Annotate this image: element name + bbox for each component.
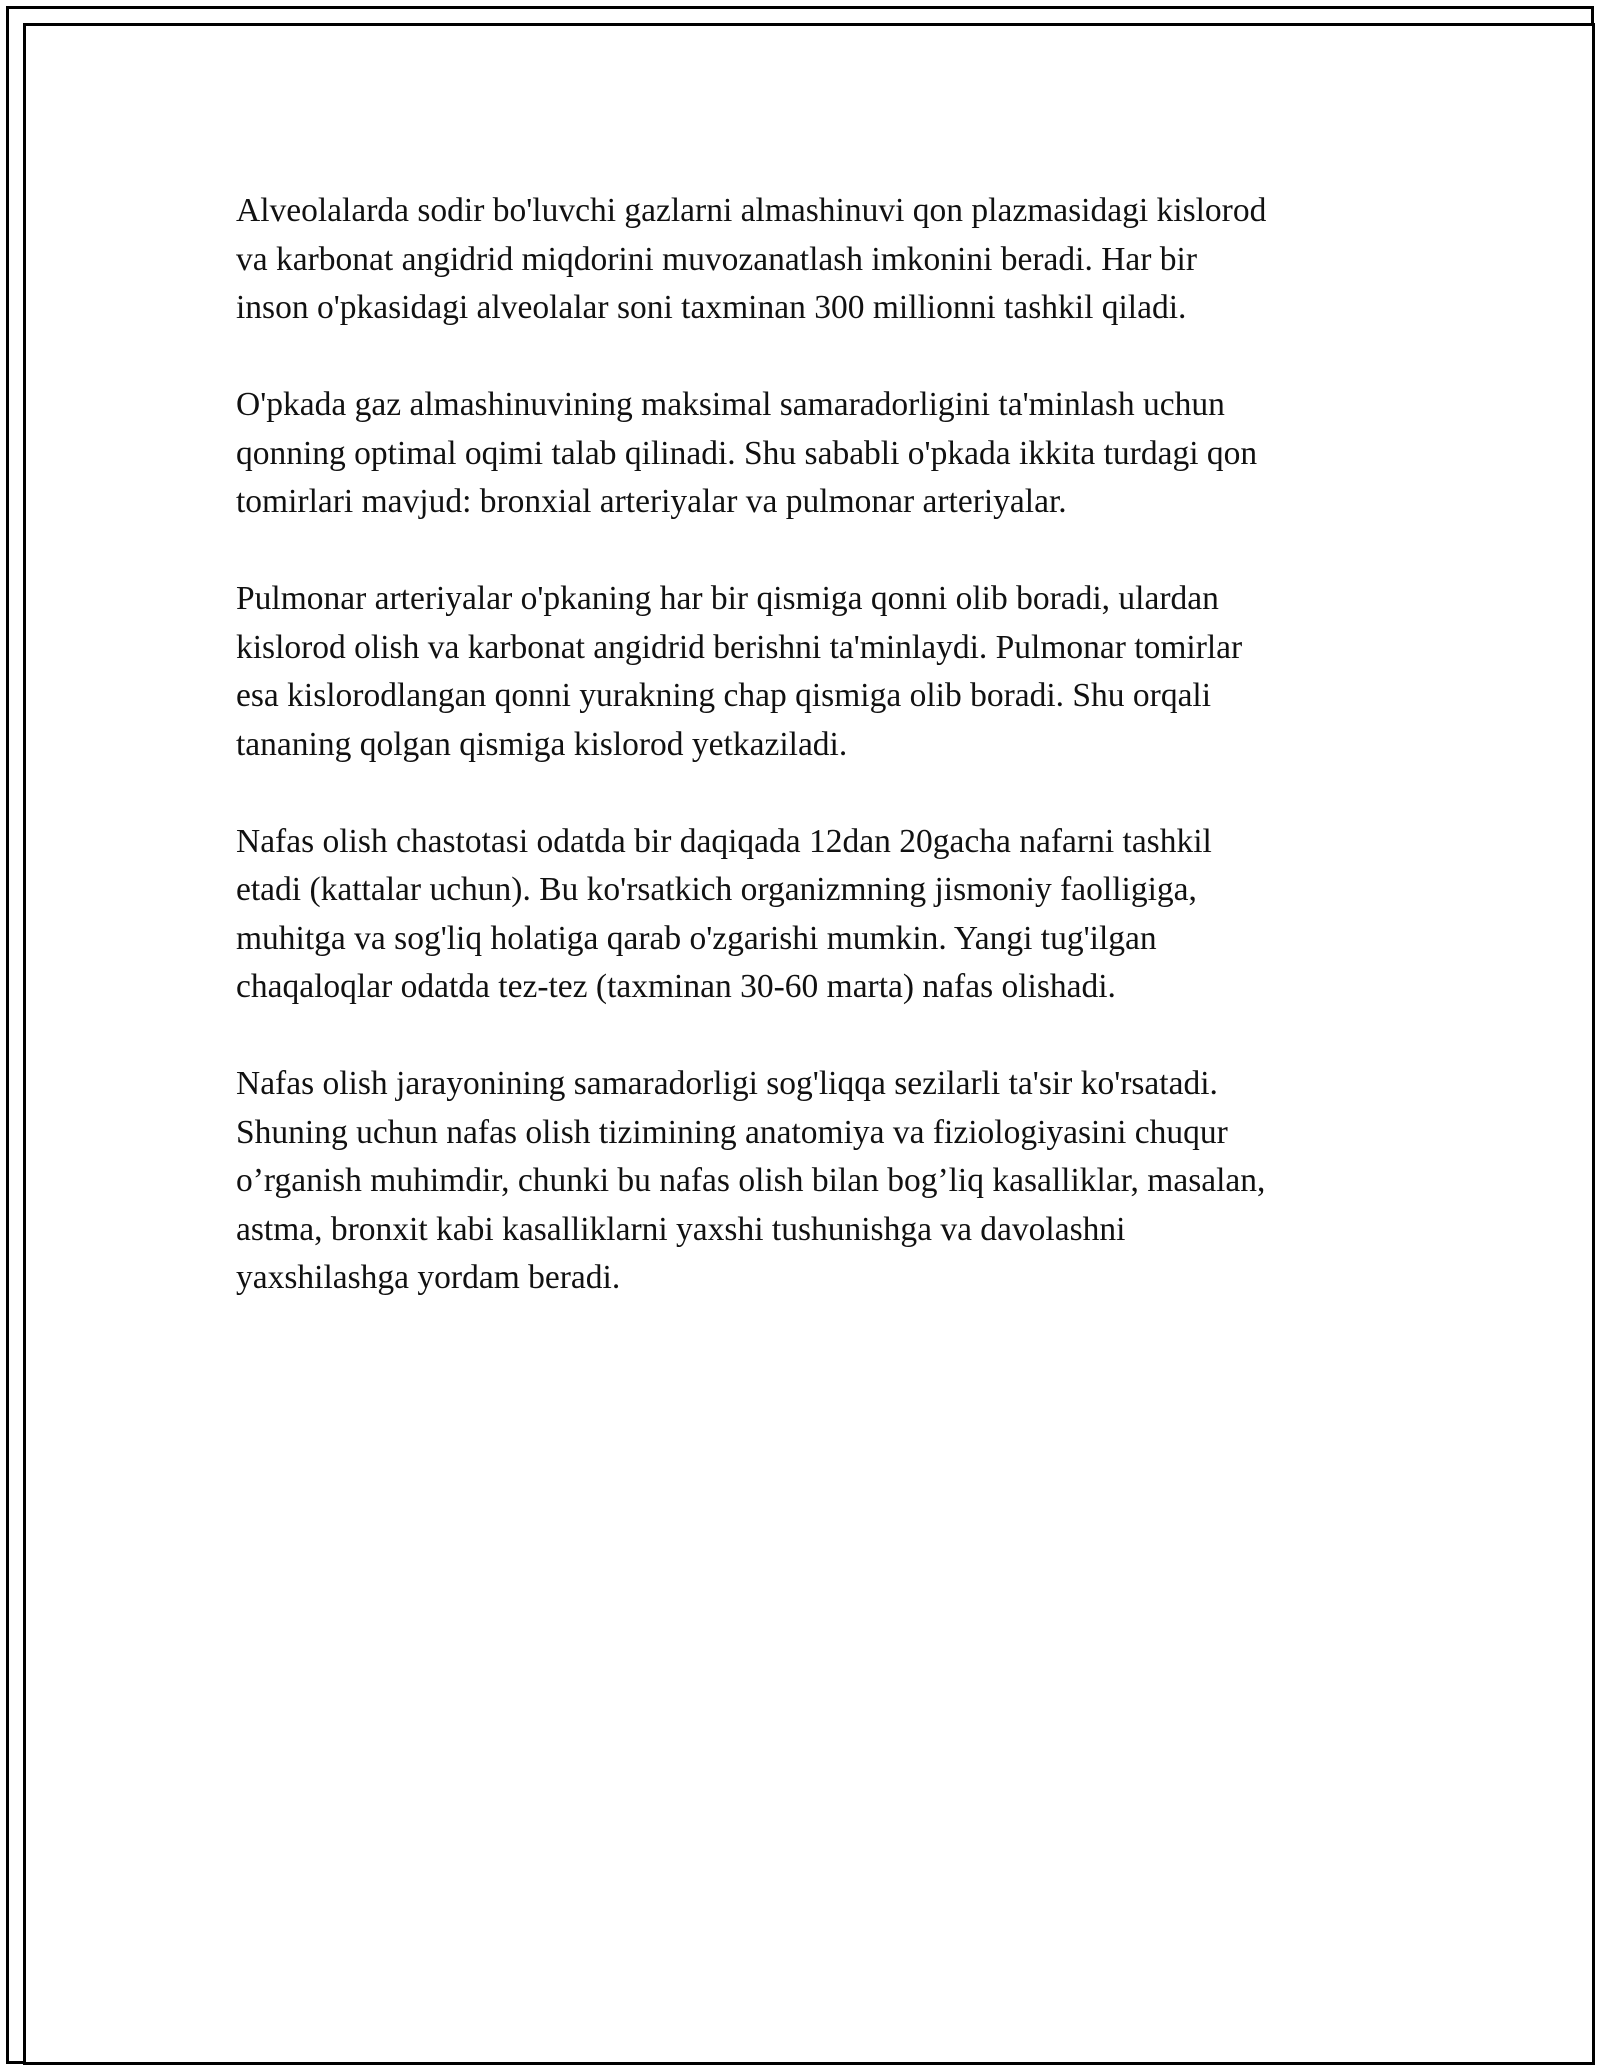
document-body [236, 187, 1386, 1351]
paragraph-alveoli-gas-exchange: Alveolalarda sodir bo'luvchi gazlarni almashinuvi qon plazmasidagi kislorod va karbonat angidrid miqdorini muvozanatlash imkonini beradi. Har bir inson o'pkasidagi alveolalar soni taxminan 300 millionni tashkil qiladi. [236, 192, 1267, 326]
paragraph-lung-blood-flow: O'pkada gaz almashinuvining maksimal samaradorligini ta'minlash uchun qonning optimal oqimi talab qilinadi. Shu sababli o'pkada ikkita turdagi qon tomirlari mavjud: bronxial arteriyalar va pulmonar arteriyalar. [236, 386, 1258, 520]
paragraph-pulmonary-arteries: Pulmonar arteriyalar o'pkaning har bir qismiga qonni olib boradi, ulardan kislorod olish va karbonat angidrid berishni ta'minlaydi. Pulmonar tomirlar esa kislorodlangan qonni yurakning chap qismiga olib boradi. Shu orqali tananing qolgan qismiga kislorod yetkaziladi. [236, 580, 1243, 763]
paragraph-breathing-rate: Nafas olish chastotasi odatda bir daqiqada 12dan 20gacha nafarni tashkil etadi (kattalar uchun). Bu ko'rsatkich organizmning jismoniy faolligiga, muhitga va sog'liq holatiga qarab o'zgarishi mumkin. Yangi tug'ilgan chaqaloqlar odatda tez-tez (taxminan 30-60 marta) nafas olishadi. [236, 822, 1212, 1005]
paragraph-breathing-efficiency: Nafas olish jarayonining samaradorligi sog'liqqa sezilarli ta'sir ko'rsatadi. Shuning uchun nafas olish tizimining anatomiya va fiziologiyasini chuqur o’rganish muhimdir, chunki bu nafas olish bilan bog’liq kasalliklar, masalan, astma, bronxit kabi kasalliklarni yaxshi tushunishga va davolashni yaxshilashga yordam beradi. [236, 1065, 1266, 1296]
